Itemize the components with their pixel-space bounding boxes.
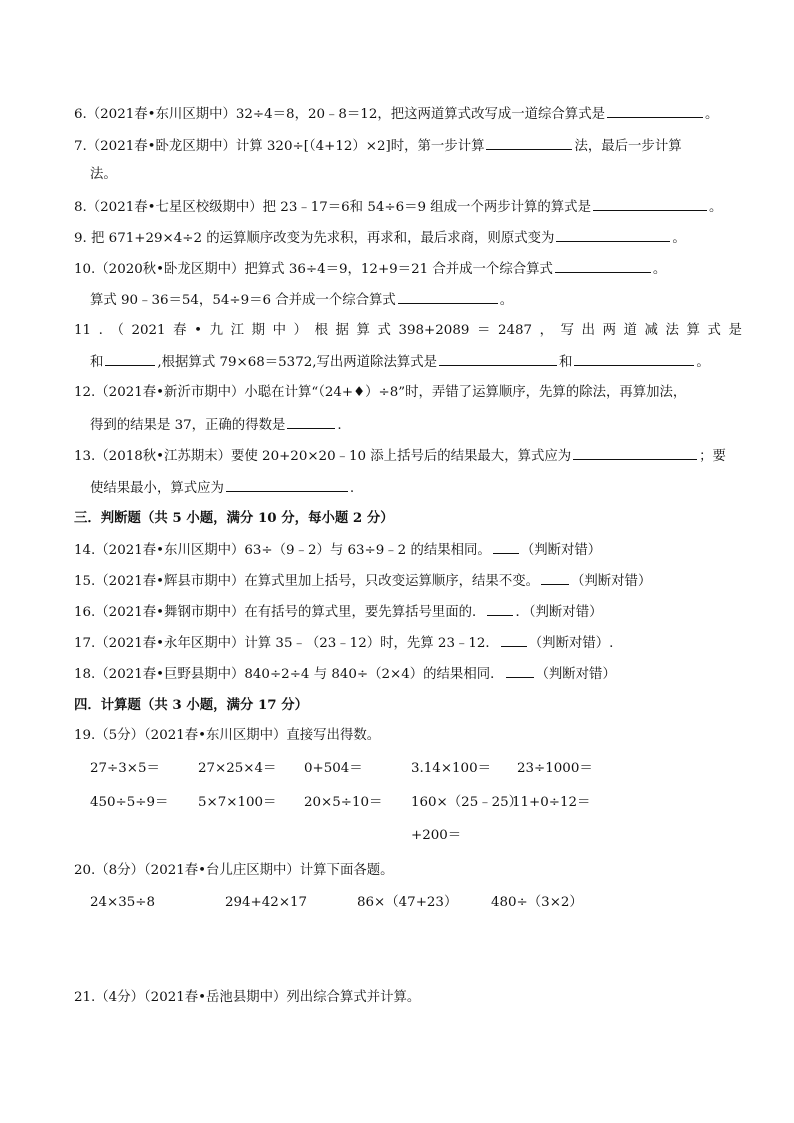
calc-item: 0+504＝ (304, 761, 363, 776)
answer-blank[interactable] (506, 663, 534, 678)
calc-item: 86×（47+23） (357, 895, 458, 910)
answer-blank[interactable] (574, 351, 694, 366)
question-15: 15.（2021春•辉县市期中）在算式里加上括号，只改变运算顺序，结果不变。 （判断对错） (74, 570, 742, 592)
answer-blank[interactable] (486, 135, 572, 150)
question-17: 17.（2021春•永年区期中）计算 35﹣（23﹣12）时，先算 23﹣12． （判断对错）. (74, 632, 742, 654)
answer-blank[interactable] (105, 351, 155, 366)
answer-blank[interactable] (541, 570, 569, 585)
question-13-cont: 使结果最小，算式应为 . (90, 477, 742, 499)
calc-item: 23÷1000＝ (517, 761, 593, 776)
question-7: 7.（2021春•卧龙区期中）计算 320÷[（4+12）×2]时，第一步计算 法，最后一步计算 (74, 135, 742, 157)
calc-item: 20×5÷10＝ (304, 795, 383, 810)
calc-item: 450÷5÷9＝ (90, 795, 169, 810)
question-11-cont: 和 ,根据算式 79×68＝5372,写出两道除法算式是 和 。 (90, 351, 742, 373)
calc-item: 11+0÷12＝ (512, 795, 591, 810)
calc-item-cont: +200＝ (411, 828, 462, 843)
question-19: 19.（5分）（2021春•东川区期中）直接写出得数。 (74, 728, 381, 743)
question-10: 10.（2020秋•卧龙区期中）把算式 36÷4＝9，12+9＝21 合并成一个综合算式 。 (74, 258, 742, 280)
question-11: 11 . （ 2021 春 • 九 江 期 中 ） 根 据 算 式 398+2089 ＝ 2487 ， 写 出 两 道 减 法 算 式 是 (74, 323, 742, 338)
question-8: 8.（2021春•七星区校级期中）把 23﹣17＝6和 54÷6＝9 组成一个两步计算的算式是 。 (74, 196, 742, 218)
answer-blank[interactable] (607, 103, 703, 118)
section-heading-judge: 三．判断题（共 5 小题，满分 10 分，每小题 2 分） (74, 510, 394, 526)
answer-blank[interactable] (555, 258, 651, 273)
answer-blank[interactable] (487, 601, 513, 616)
calc-item: 480÷（3×2） (491, 895, 583, 910)
question-21: 21.（4分）（2021春•岳池县期中）列出综合算式并计算。 (74, 990, 421, 1005)
question-16: 16.（2021春•舞钢市期中）在有括号的算式里，要先算括号里面的． ．（判断对错） (74, 601, 742, 623)
question-9: 9. 把 671+29×4÷2 的运算顺序改变为先求积，再求和，最后求商，则原式变为 。 (74, 227, 742, 249)
question-18: 18.（2021春•巨野县期中）840÷2÷4 与 840÷（2×4）的结果相同． （判断对错） (74, 663, 742, 685)
question-6: 6.（2021春•东川区期中）32÷4＝8，20﹣8＝12，把这两道算式改写成一道综合算式是 。 (74, 103, 742, 125)
answer-blank[interactable] (556, 227, 670, 242)
answer-blank[interactable] (439, 351, 557, 366)
calc-item: 5×7×100＝ (198, 795, 277, 810)
answer-blank[interactable] (226, 477, 348, 492)
answer-blank[interactable] (573, 445, 697, 460)
question-10-cont: 算式 90﹣36＝54，54÷9＝6 合并成一个综合算式 。 (90, 289, 742, 311)
question-7-cont: 法。 (90, 167, 117, 182)
answer-blank[interactable] (398, 289, 498, 304)
calc-item: 3.14×100＝ (411, 761, 491, 776)
question-13: 13.（2018秋•江苏期末）要使 20+20×20﹣10 添上括号后的结果最大，算式应为 ；要 (74, 445, 742, 467)
question-14: 14.（2021春•东川区期中）63÷（9﹣2）与 63÷9﹣2 的结果相同。 （判断对错） (74, 539, 742, 561)
calc-item: 27÷3×5＝ (90, 761, 160, 776)
answer-blank[interactable] (501, 632, 527, 647)
question-20: 20.（8分）（2021春•台儿庄区期中）计算下面各题。 (74, 863, 394, 878)
answer-blank[interactable] (593, 196, 707, 211)
calc-item: 160×（25﹣25） (411, 795, 523, 810)
section-heading-calc: 四．计算题（共 3 小题，满分 17 分） (74, 697, 309, 713)
answer-blank[interactable] (493, 539, 519, 554)
question-12-cont: 得到的结果是 37，正确的得数是 . (90, 414, 742, 436)
answer-blank[interactable] (287, 414, 335, 429)
question-12: 12.（2021春•新沂市期中）小聪在计算“（24+♦）÷8”时，弄错了运算顺序，先算的除法，再算加法， (74, 385, 687, 400)
calc-item: 27×25×4＝ (198, 761, 277, 776)
calc-item: 24×35÷8 (90, 895, 156, 910)
calc-item: 294+42×17 (225, 895, 308, 910)
